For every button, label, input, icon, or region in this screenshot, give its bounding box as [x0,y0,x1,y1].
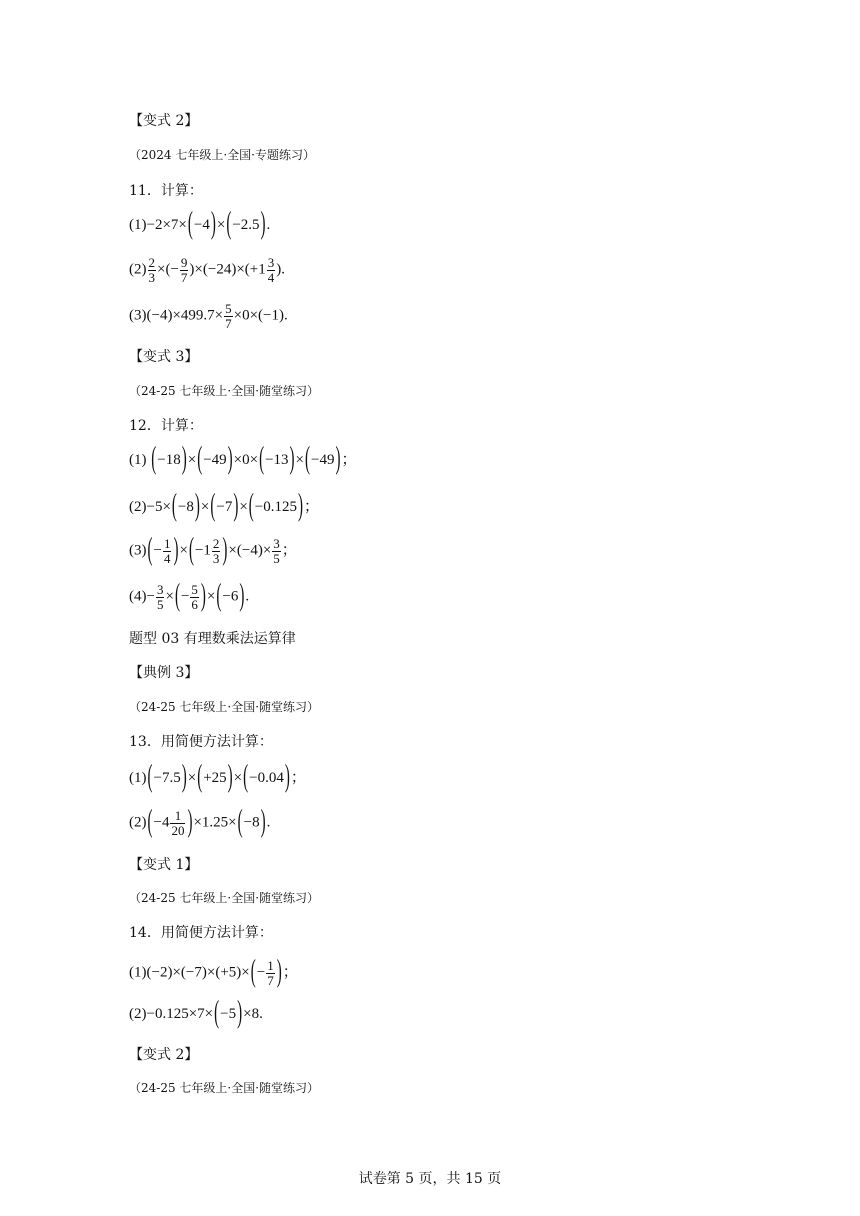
q11-part-1: (1)−2×7×(−4)×(−2.5). [129,207,271,242]
variant-1-label: 【变式 1】 [129,857,199,873]
source-note: （24-25 七年级上·全国·随堂练习） [129,700,320,714]
question-12: 12．计算： [129,418,203,434]
source-note: （24-25 七年级上·全国·随堂练习） [129,384,320,398]
source-note: （24-25 七年级上·全国·随堂练习） [129,891,320,905]
q14-part-2: (2)−0.125×7×(−5)×8. [129,996,263,1031]
q14-part-1: (1)(−2)×(−7)×(+5)×(− $\frac{1}{7}$ )； [129,955,298,989]
example-3-label: 【典例 3】 [129,665,199,681]
source-note: （24-25 七年级上·全国·随堂练习） [129,1081,320,1095]
question-13: 13．用简便方法计算： [129,734,273,750]
section-heading: 题型 03 有理数乘法运算律 [129,631,296,647]
q13-part-1: (1)(−7.5)×(+25)×(−0.04)； [129,760,306,795]
variant-3-label: 【变式 3】 [129,349,199,365]
variant-2-label: 【变式 2】 [129,113,199,129]
q12-part-1: (1) (−18)×(−49)×0×(−13)×(−49)； [129,442,357,477]
q12-part-2: (2)−5×(−8)×(−7)×(−0.125)； [129,489,320,524]
q11-part-3: (3)(−4)×499.7× $\frac{5}{7}$ ×0×(−1). [129,301,288,331]
q13-part-2: (2)(−4 $\frac{1}{20}$ )×1.25×(−8). [129,805,271,839]
q11-part-2: (2) $\frac{2}{3}$ ×(− $\frac{9}{7}$ )×(−24)×(+1 $\frac{3}{4}$ ). [129,255,285,285]
page-footer: 试卷第 5 页，共 15 页 [358,1171,502,1187]
question-11: 11．计算： [129,183,203,199]
variant-2-label: 【变式 2】 [129,1047,199,1063]
q12-part-4: (4)− $\frac{3}{5}$ ×(− $\frac{5}{6}$ )×(−6). [129,579,250,613]
source-note: （2024 七年级上·全国·专题练习） [129,148,315,162]
question-14: 14．用简便方法计算： [129,925,273,941]
q12-part-3: (3)(− $\frac{1}{4}$ )×(−1 $\frac{2}{3}$ )×(−4)× $\frac{3}{5}$ ； [129,533,297,567]
